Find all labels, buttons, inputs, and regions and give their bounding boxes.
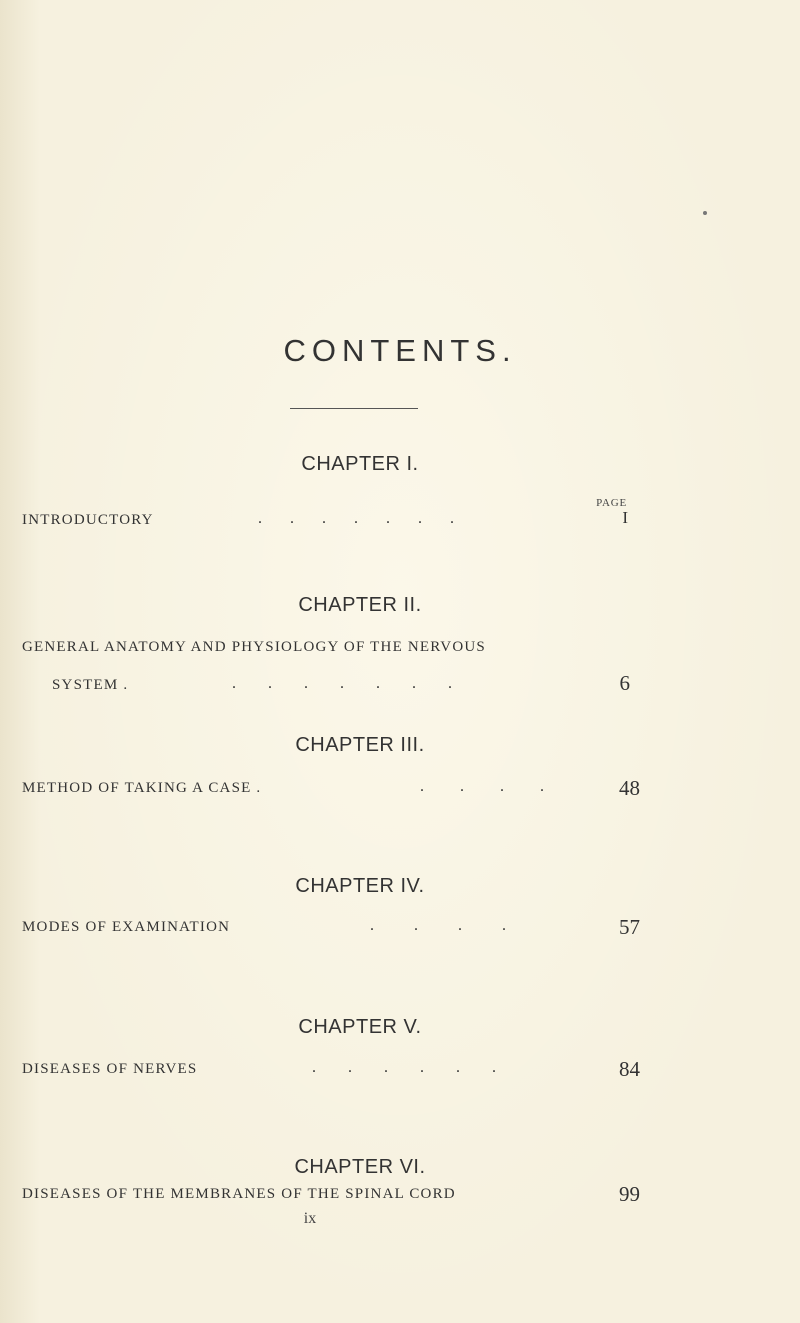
toc-entry-page: 6 [619,671,630,695]
toc-entry-title: DISEASES OF THE MEMBRANES OF THE SPINAL CORD [22,1186,456,1202]
chapter-heading-2: CHAPTER II. [298,594,422,616]
toc-entry-title: INTRODUCTORY [22,512,154,528]
chapter-heading-1: CHAPTER I. [301,453,419,475]
chapter-heading-3: CHAPTER III. [295,734,425,756]
leader-dots: . . . . . . [312,1059,496,1076]
leader-dots: . . . . [370,917,506,934]
toc-entry-page: 57 [619,915,640,939]
toc-entry-4[interactable] [0,915,800,947]
leader-dots: . . . . . . . [232,675,452,692]
toc-entry-title-line-1: GENERAL ANATOMY AND PHYSIOLOGY OF THE NERVOUS [22,639,486,655]
ink-speck [703,211,707,215]
toc-entry-5[interactable] [0,1057,800,1089]
leader-dots: . . . . [420,778,544,795]
toc-entry-3[interactable] [0,776,800,808]
toc-entry-2[interactable] [0,639,800,703]
contents-heading: CONTENTS. [283,333,517,368]
toc-entry-page: 99 [619,1182,640,1206]
toc-entry-1[interactable] [0,508,800,540]
chapter-heading-4: CHAPTER IV. [295,875,425,897]
page-column-label: PAGE [596,497,627,509]
chapter-heading-6: CHAPTER VI. [294,1156,426,1178]
toc-entry-page: 84 [619,1057,640,1081]
toc-entry-title: DISEASES OF NERVES [22,1061,198,1077]
chapter-heading-5: CHAPTER V. [298,1016,422,1038]
toc-entry-page: 48 [619,776,640,800]
page-folio: ix [303,1210,317,1227]
leader-dots: . . . . . . . [258,510,454,527]
toc-entry-title-line-2: SYSTEM . [52,677,129,693]
heading-rule [290,408,418,409]
toc-entry-page: I [622,508,628,527]
toc-entry-title: MODES OF EXAMINATION [22,919,231,935]
toc-entry-title: METHOD OF TAKING A CASE . [22,780,262,796]
